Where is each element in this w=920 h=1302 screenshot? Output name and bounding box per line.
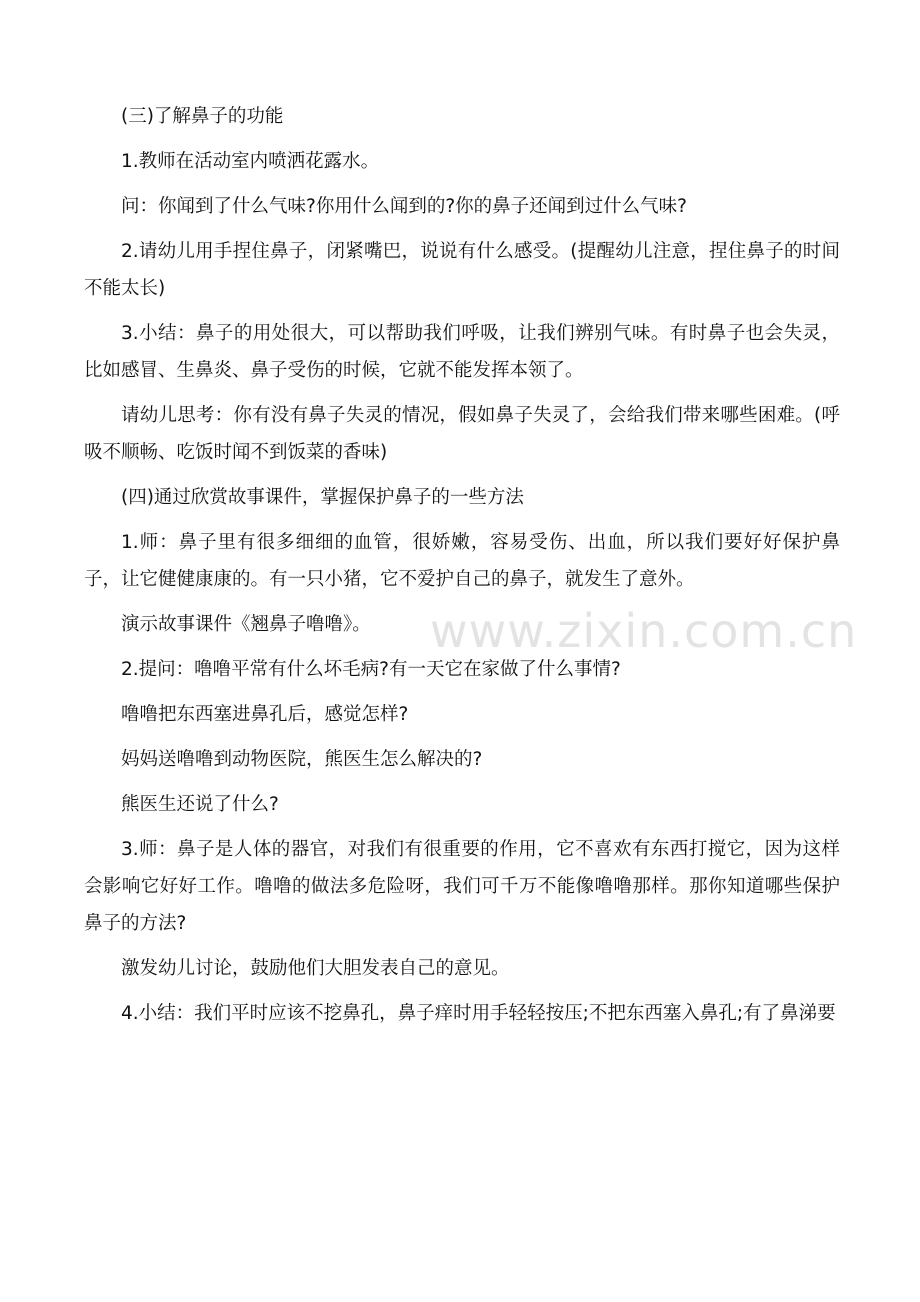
paragraph: 噜噜把东西塞进鼻孔后，感觉怎样? <box>121 704 409 725</box>
paragraph: 激发幼儿讨论，鼓励他们大胆发表自己的意见。 <box>121 958 510 979</box>
paragraph: 演示故事课件《翘鼻子噜噜》。 <box>121 614 371 635</box>
paragraph: 妈妈送噜噜到动物医院，熊医生怎么解决的? <box>121 749 483 770</box>
paragraph: 1.师：鼻子里有很多细细的血管，很娇嫩，容易受伤、出血，所以我们要好好保护鼻子，让它健健康康的。有一只小猪，它不爱护自己的鼻子，就发生了意外。 <box>84 532 840 590</box>
paragraph: 2.提问：噜噜平常有什么坏毛病?有一天它在家做了什么事情? <box>121 659 621 680</box>
section-heading-nose-function: (三)了解鼻子的功能 <box>121 106 284 127</box>
paragraph: 3.师：鼻子是人体的器官，对我们有很重要的作用，它不喜欢有东西打搅它，因为这样会影响它好好工作。噜噜的做法多危险呀，我们可千万不能像噜噜那样。那你知道哪些保护鼻子的方法? <box>84 839 840 934</box>
section-heading-protect-nose: (四)通过欣赏故事课件，掌握保护鼻子的一些方法 <box>121 487 524 508</box>
watermark: www.zixin.com.cn <box>430 604 858 658</box>
paragraph: 4.小结：我们平时应该不挖鼻孔，鼻子痒时用手轻轻按压;不把东西塞入鼻孔;有了鼻涕要 <box>121 1003 836 1024</box>
paragraph: 2.请幼儿用手捏住鼻子，闭紧嘴巴，说说有什么感受。(提醒幼儿注意，捏住鼻子的时间不能太长) <box>84 241 840 299</box>
paragraph: 熊医生还说了什么? <box>121 794 279 815</box>
paragraph: 3.小结：鼻子的用处很大，可以帮助我们呼吸，让我们辨别气味。有时鼻子也会失灵，比如感冒、生鼻炎、鼻子受伤的时候，它就不能发挥本领了。 <box>84 323 840 381</box>
paragraph: 请幼儿思考：你有没有鼻子失灵的情况，假如鼻子失灵了，会给我们带来哪些困难。(呼吸不顺畅、吃饭时闻不到饭菜的香味) <box>84 405 840 463</box>
paragraph: 问：你闻到了什么气味?你用什么闻到的?你的鼻子还闻到过什么气味? <box>121 196 687 217</box>
document-body <box>84 98 840 1040</box>
paragraph: 1.教师在活动室内喷洒花露水。 <box>121 151 380 172</box>
